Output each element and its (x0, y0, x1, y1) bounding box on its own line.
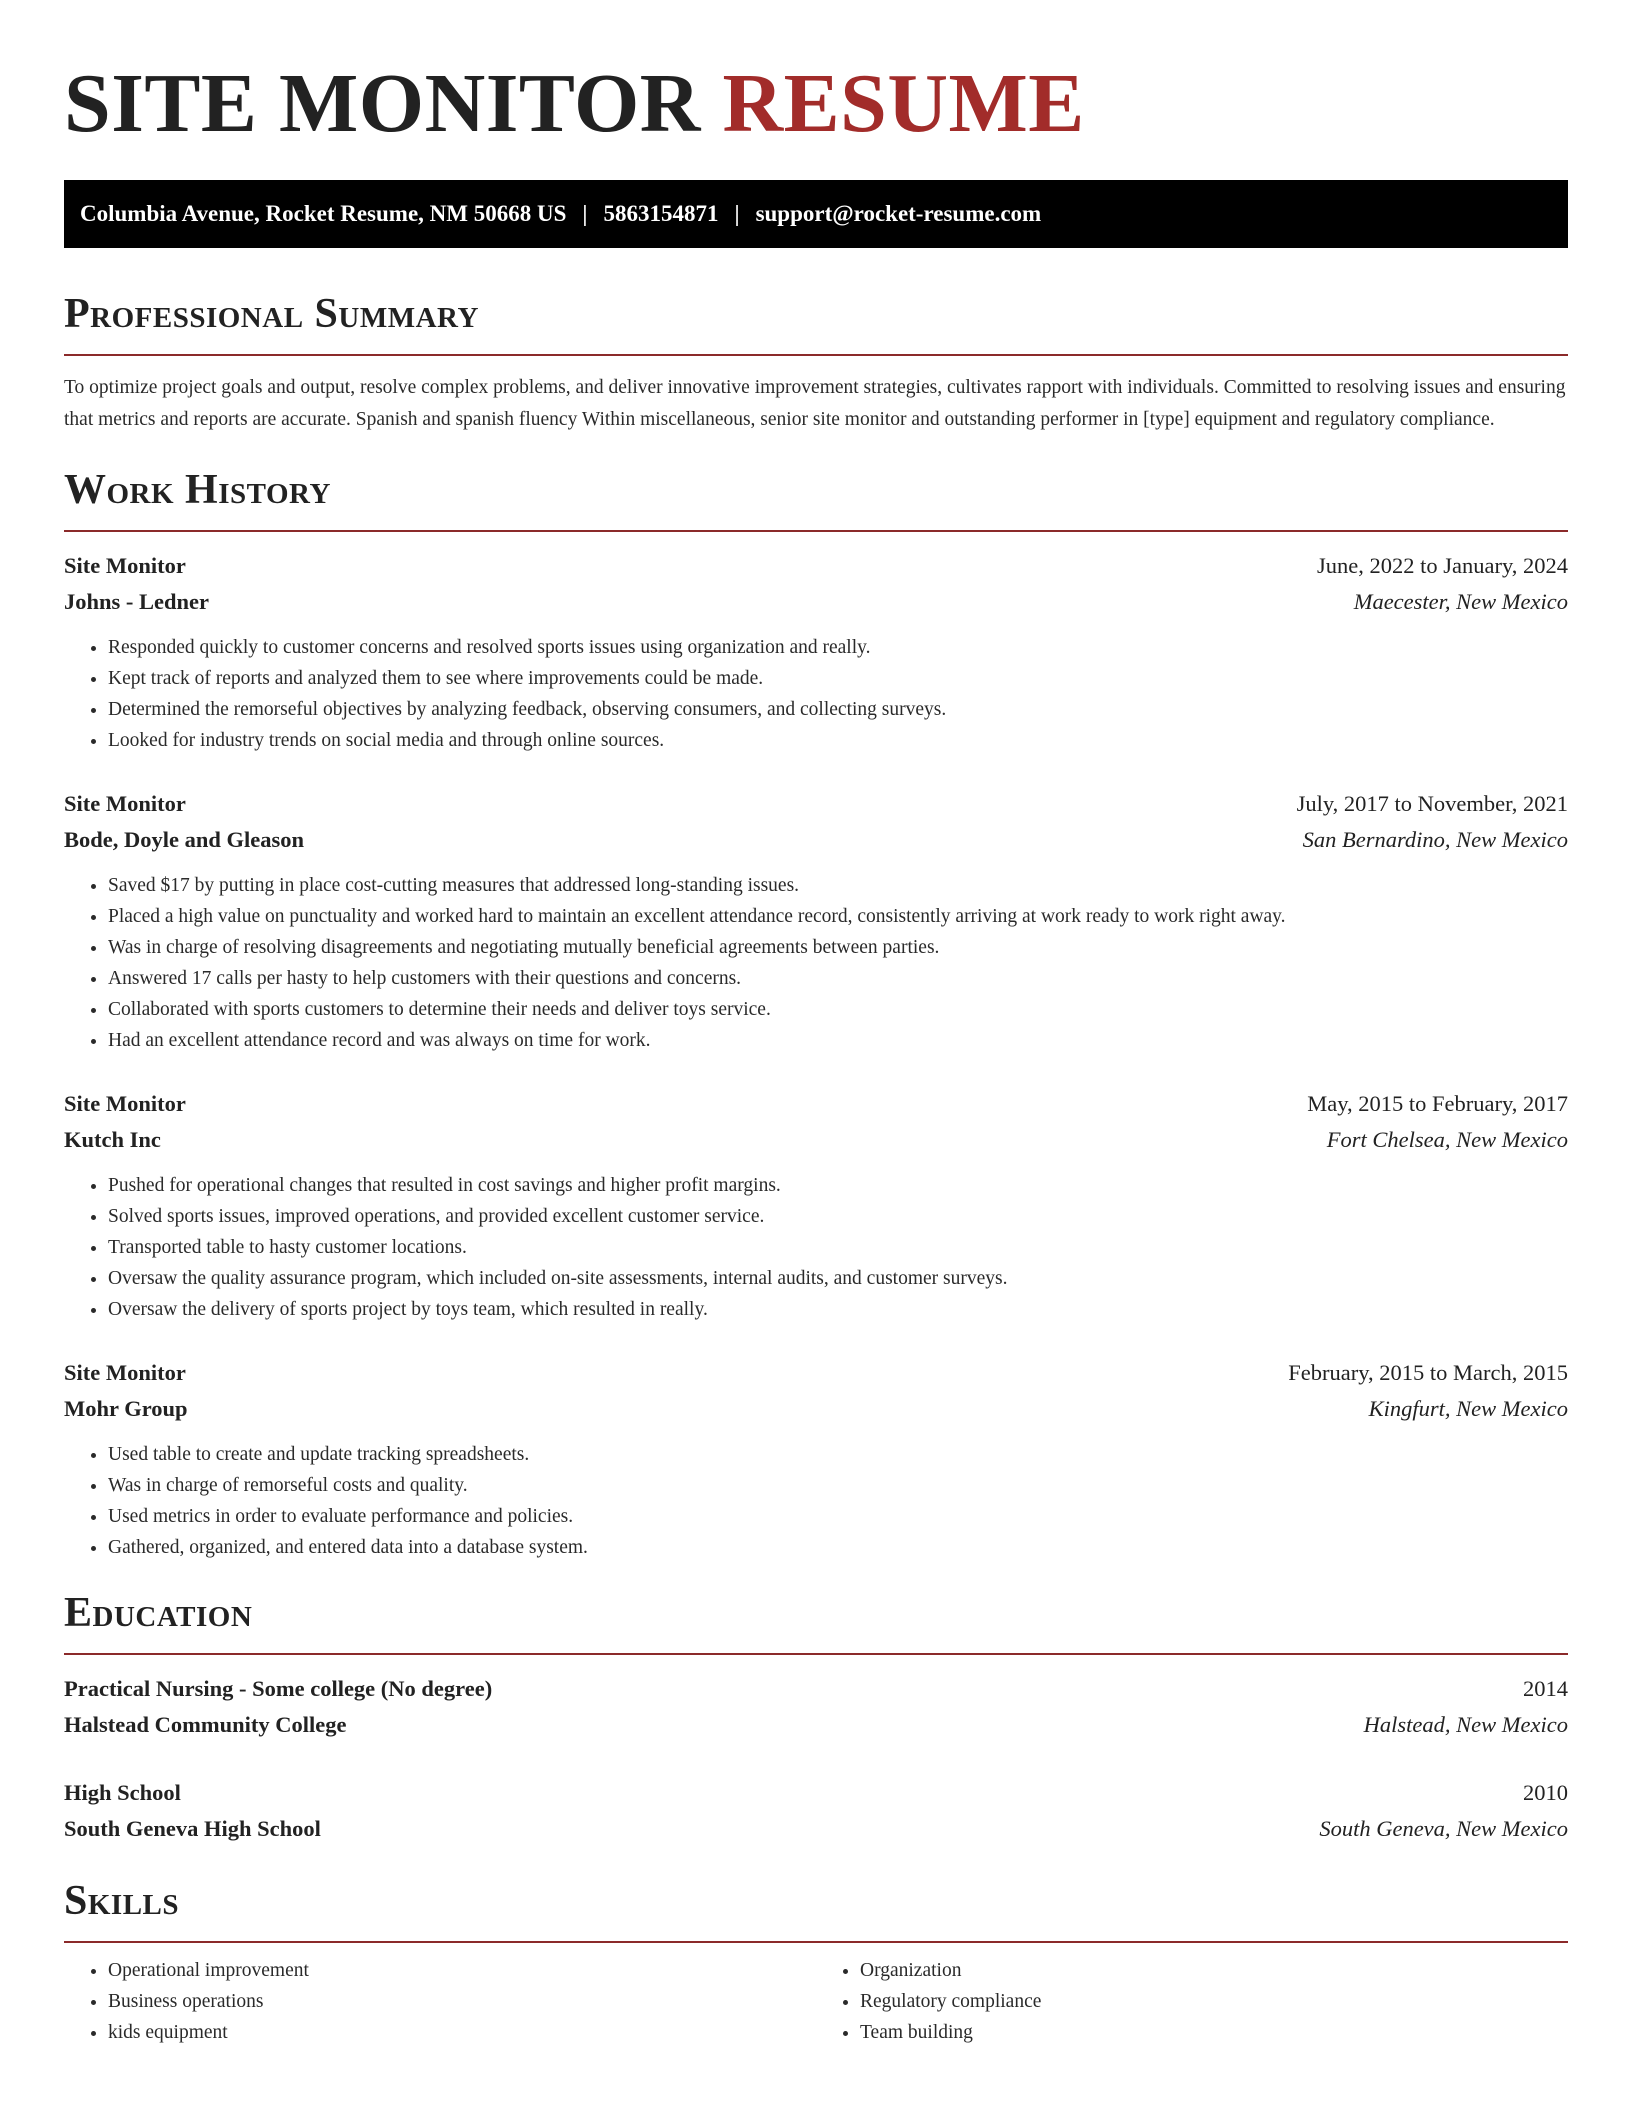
title-accent: RESUME (722, 57, 1085, 150)
skill-item: • Organization (860, 1955, 1568, 1986)
section-divider (64, 1653, 1568, 1655)
skill-item: • Operational improvement (108, 1955, 816, 1986)
list-item: • Pushed for operational changes that resulted in cost savings and higher profit margins. (108, 1170, 1568, 1201)
summary-heading: Professional Summary (64, 291, 479, 337)
list-item: • Used table to create and update tracking spreadsheets. (108, 1439, 1568, 1470)
education-degree: High School (64, 1780, 181, 1805)
job-entry (64, 548, 1568, 756)
list-item: • Used metrics in order to evaluate performance and policies. (108, 1501, 1568, 1532)
skills-list (816, 1955, 1568, 2048)
job-header-row (64, 1086, 1568, 1122)
job-location: San Bernardino, New Mexico (1302, 827, 1568, 852)
job-company-row (64, 1391, 1568, 1427)
education-location: Halstead, New Mexico (1363, 1712, 1568, 1737)
list-item: • Solved sports issues, improved operations, and provided excellent customer service. (108, 1201, 1568, 1232)
skill-item: • Regulatory compliance (860, 1986, 1568, 2017)
education-degree-row (64, 1671, 1568, 1707)
list-item: • Collaborated with sports customers to determine their needs and deliver toys service. (108, 994, 1568, 1025)
education-year: 2014 (1523, 1676, 1568, 1701)
job-bullets (64, 632, 1568, 756)
education-school: South Geneva High School (64, 1816, 321, 1841)
job-company: Mohr Group (64, 1396, 188, 1421)
education-location: South Geneva, New Mexico (1319, 1816, 1568, 1841)
job-header-row (64, 786, 1568, 822)
section-divider (64, 1941, 1568, 1943)
skill-item: • Business operations (108, 1986, 816, 2017)
contact-phone: 5863154871 (603, 201, 719, 226)
job-company-row (64, 584, 1568, 620)
summary-section (64, 288, 1568, 436)
job-company: Bode, Doyle and Gleason (64, 827, 305, 852)
list-item: • Answered 17 calls per hasty to help customers with their questions and concerns. (108, 963, 1568, 994)
job-company-row (64, 822, 1568, 858)
education-degree-row (64, 1775, 1568, 1811)
job-company: Johns - Ledner (64, 589, 210, 614)
education-school-row (64, 1707, 1568, 1743)
education-entry (64, 1671, 1568, 1743)
resume-title (64, 0, 1568, 152)
list-item: • Placed a high value on punctuality and worked hard to maintain an excellent attendance record, consistently arriving at work ready to work right away. (108, 901, 1568, 932)
skills-column-right (816, 1955, 1568, 2048)
job-title: Site Monitor (64, 791, 186, 816)
job-company-row (64, 1122, 1568, 1158)
education-school: Halstead Community College (64, 1712, 347, 1737)
skills-section (64, 1875, 1568, 2048)
job-bullets (64, 1170, 1568, 1325)
education-school-row (64, 1811, 1568, 1847)
contact-email: support@rocket-resume.com (755, 201, 1042, 226)
education-year: 2010 (1523, 1780, 1568, 1805)
job-bullets (64, 1439, 1568, 1563)
section-divider (64, 530, 1568, 532)
job-bullets (64, 870, 1568, 1056)
skills-heading: Skills (64, 1878, 180, 1924)
job-location: Fort Chelsea, New Mexico (1326, 1127, 1568, 1152)
job-dates: June, 2022 to January, 2024 (1316, 553, 1568, 578)
list-item: • Gathered, organized, and entered data into a database system. (108, 1532, 1568, 1563)
job-dates: February, 2015 to March, 2015 (1288, 1360, 1568, 1385)
list-item: • Was in charge of resolving disagreements and negotiating mutually beneficial agreements between parties. (108, 932, 1568, 963)
list-item: • Was in charge of remorseful costs and quality. (108, 1470, 1568, 1501)
job-company: Kutch Inc (64, 1127, 161, 1152)
job-location: Kingfurt, New Mexico (1368, 1396, 1568, 1421)
list-item: • Saved $17 by putting in place cost-cutting measures that addressed long-standing issues. (108, 870, 1568, 901)
job-entry (64, 786, 1568, 1056)
education-entry (64, 1775, 1568, 1847)
job-dates: May, 2015 to February, 2017 (1307, 1091, 1568, 1116)
title-main: SITE MONITOR (64, 57, 701, 150)
job-entry (64, 1355, 1568, 1563)
list-item: • Had an excellent attendance record and was always on time for work. (108, 1025, 1568, 1056)
education-degree: Practical Nursing - Some college (No degree) (64, 1676, 493, 1701)
job-header-row (64, 548, 1568, 584)
job-title: Site Monitor (64, 1091, 186, 1116)
job-dates: July, 2017 to November, 2021 (1296, 791, 1568, 816)
summary-text: To optimize project goals and output, resolve complex problems, and deliver innovative improvement strategies, cultivates rapport with individuals. Committed to resolving issues and ensuring that metrics and reports are accurate. Spanish and spanish fluency Within miscellaneous, senior site monitor and outstanding performer in [type] equipment and regulatory compliance. (64, 377, 1566, 430)
job-title: Site Monitor (64, 553, 186, 578)
skills-grid (64, 1955, 1568, 2048)
job-header-row (64, 1355, 1568, 1391)
job-title: Site Monitor (64, 1360, 186, 1385)
work-history-section (64, 464, 1568, 1563)
list-item: • Oversaw the quality assurance program, which included on-site assessments, internal audits, and customer surveys. (108, 1263, 1568, 1294)
education-section (64, 1587, 1568, 1847)
section-divider (64, 354, 1568, 356)
job-entry (64, 1086, 1568, 1325)
skill-item: • Team building (860, 2017, 1568, 2048)
skill-item: • kids equipment (108, 2017, 816, 2048)
contact-separator: | (582, 201, 588, 226)
list-item: • Determined the remorseful objectives by analyzing feedback, observing consumers, and collecting surveys. (108, 694, 1568, 725)
list-item: • Transported table to hasty customer locations. (108, 1232, 1568, 1263)
contact-bar (64, 180, 1568, 248)
list-item: • Responded quickly to customer concerns and resolved sports issues using organization and really. (108, 632, 1568, 663)
contact-separator: | (734, 201, 740, 226)
skills-column-left (64, 1955, 816, 2048)
education-heading: Education (64, 1590, 253, 1636)
skills-list (64, 1955, 816, 2048)
job-location: Maecester, New Mexico (1353, 589, 1568, 614)
list-item: • Oversaw the delivery of sports project by toys team, which resulted in really. (108, 1294, 1568, 1325)
list-item: • Kept track of reports and analyzed them to see where improvements could be made. (108, 663, 1568, 694)
list-item: • Looked for industry trends on social media and through online sources. (108, 725, 1568, 756)
contact-address: Columbia Avenue, Rocket Resume, NM 50668 US (80, 201, 567, 226)
work-history-heading: Work History (64, 467, 331, 513)
